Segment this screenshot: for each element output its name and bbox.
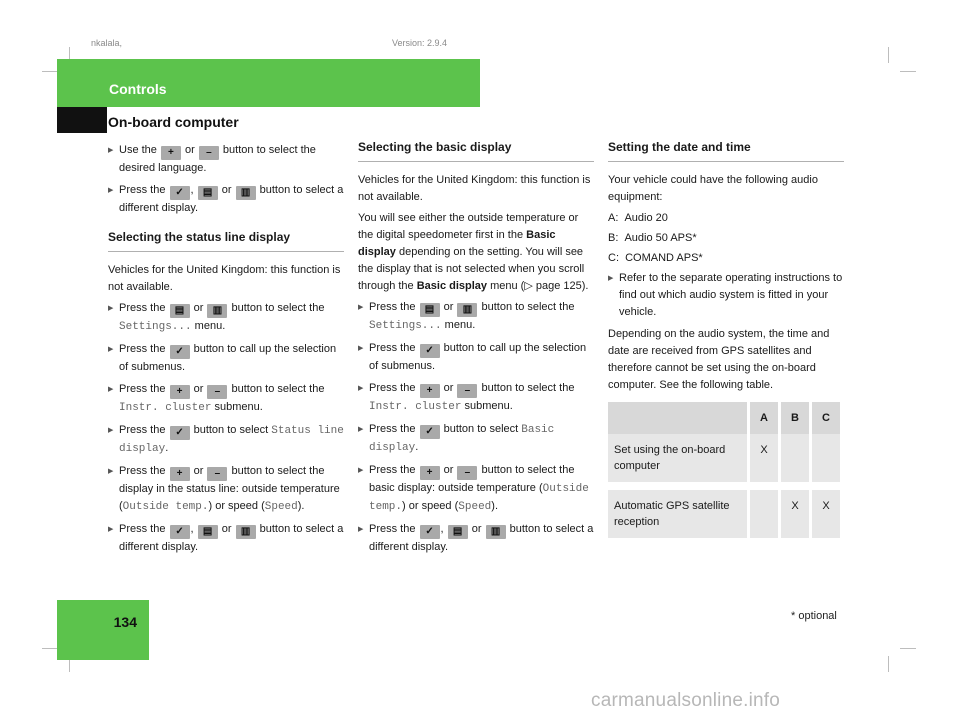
intro-text: Vehicles for the United Kingdom: this function is not available.: [358, 174, 591, 203]
forward-key-icon: ▥: [236, 186, 256, 200]
instruction: ▶ Press the ▤ or ▥ button to select the Settings... menu.: [108, 300, 344, 336]
instruction: ▶ Refer to the separate operating instructions to find out which audio system is fitted in your vehicle.: [608, 270, 844, 321]
body-text: Depending on the audio system, the time and date are received from GPS satellites and therefore cannot be set using the on-board computer. See the following table.: [608, 328, 830, 391]
check-key-icon: ✓: [420, 344, 440, 358]
check-key-icon: ✓: [420, 425, 440, 439]
section-title: On-board computer: [108, 114, 239, 130]
intro-text: Your vehicle could have the following audio equipment:: [608, 174, 818, 203]
back-key-icon: ▤: [170, 304, 190, 318]
plus-key-icon: +: [420, 466, 440, 480]
check-key-icon: ✓: [170, 345, 190, 359]
minus-key-icon: –: [207, 385, 227, 399]
column-3: [608, 139, 844, 538]
heading-basic-display: Selecting the basic display: [358, 139, 594, 162]
plus-key-icon: +: [161, 146, 181, 160]
intro-text: Vehicles for the United Kingdom: this function is not available.: [108, 264, 341, 293]
instruction: ▶ Press the ✓ button to select Status line display.: [108, 422, 344, 458]
crop-mark: [42, 71, 58, 72]
table-row: Automatic GPS satellite reception X X: [608, 486, 840, 538]
check-key-icon: ✓: [170, 525, 190, 539]
chapter-bar: [57, 59, 480, 107]
check-key-icon: ✓: [420, 525, 440, 539]
column-2: [358, 139, 594, 561]
heading-date-time: Setting the date and time: [608, 139, 844, 162]
optional-note: * optional: [791, 610, 837, 622]
forward-key-icon: ▥: [486, 525, 506, 539]
instruction: ▶ Press the + or – button to select the basic display: outside temperature (Outside temp.) or speed (Speed).: [358, 462, 594, 516]
crop-mark: [888, 47, 889, 63]
instruction: ▶ Press the ▤ or ▥ button to select the Settings... menu.: [358, 299, 594, 335]
minus-key-icon: –: [457, 384, 477, 398]
plus-key-icon: +: [420, 384, 440, 398]
instruction: ▶ Use the + or – button to select the desired language.: [108, 142, 344, 177]
heading-status-line: Selecting the status line display: [108, 229, 344, 252]
column-1: [108, 142, 344, 561]
forward-key-icon: ▥: [457, 303, 477, 317]
audio-item: A: Audio 20: [608, 212, 668, 224]
meta-version: Version: 2.9.4: [392, 38, 448, 48]
instruction: ▶ Press the ✓ button to select Basic display.: [358, 421, 594, 457]
instruction: ▶ Press the ✓ button to call up the selection of submenus.: [108, 341, 344, 376]
meta-author: nkalala,: [91, 38, 123, 48]
crop-mark: [900, 71, 916, 72]
instruction: ▶ Press the + or – button to select the Instr. cluster submenu.: [108, 381, 344, 417]
check-key-icon: ✓: [170, 186, 190, 200]
body-text: You will see either the outside temperature or the digital speedometer first in the Basic display depending on the setting. You will see the display that is not selected when you scroll through the Basic display menu (▷ page 125).: [358, 212, 589, 292]
instruction: ▶ Press the ✓ , ▤ or ▥ button to select a different display.: [108, 521, 344, 556]
instruction: ▶ Press the + or – button to select the Instr. cluster submenu.: [358, 380, 594, 416]
instruction: ▶ Press the + or – button to select the display in the status line: outside temperature (Outside temp.) or speed (Speed).: [108, 463, 344, 516]
audio-item: C: COMAND APS*: [608, 252, 703, 264]
chapter-title: Controls: [109, 81, 167, 97]
plus-key-icon: +: [170, 467, 190, 481]
instruction: ▶ Press the ✓ , ▤ or ▥ button to select a different display.: [108, 182, 344, 217]
page-number: 134: [113, 614, 137, 630]
section-marker: [57, 107, 107, 133]
page-ref-arrow-icon: ▷: [524, 280, 533, 292]
forward-key-icon: ▥: [207, 304, 227, 318]
forward-key-icon: ▥: [236, 525, 256, 539]
instruction: ▶ Press the ✓ , ▤ or ▥ button to select a different display.: [358, 521, 594, 556]
table-header-row: A B C: [608, 402, 840, 434]
back-key-icon: ▤: [198, 186, 218, 200]
crop-mark: [42, 648, 58, 649]
check-key-icon: ✓: [170, 426, 190, 440]
audio-item: B: Audio 50 APS*: [608, 232, 697, 244]
plus-key-icon: +: [170, 385, 190, 399]
instruction: ▶ Press the ✓ button to call up the selection of submenus.: [358, 340, 594, 375]
back-key-icon: ▤: [198, 525, 218, 539]
table-row: Set using the on-board computer X: [608, 434, 840, 486]
minus-key-icon: –: [457, 466, 477, 480]
minus-key-icon: –: [199, 146, 219, 160]
watermark: carmanualsonline.info: [591, 690, 781, 711]
back-key-icon: ▤: [448, 525, 468, 539]
crop-mark: [888, 656, 889, 672]
audio-feature-table: [608, 402, 840, 538]
page-number-box: [57, 600, 149, 660]
back-key-icon: ▤: [420, 303, 440, 317]
minus-key-icon: –: [207, 467, 227, 481]
crop-mark: [900, 648, 916, 649]
